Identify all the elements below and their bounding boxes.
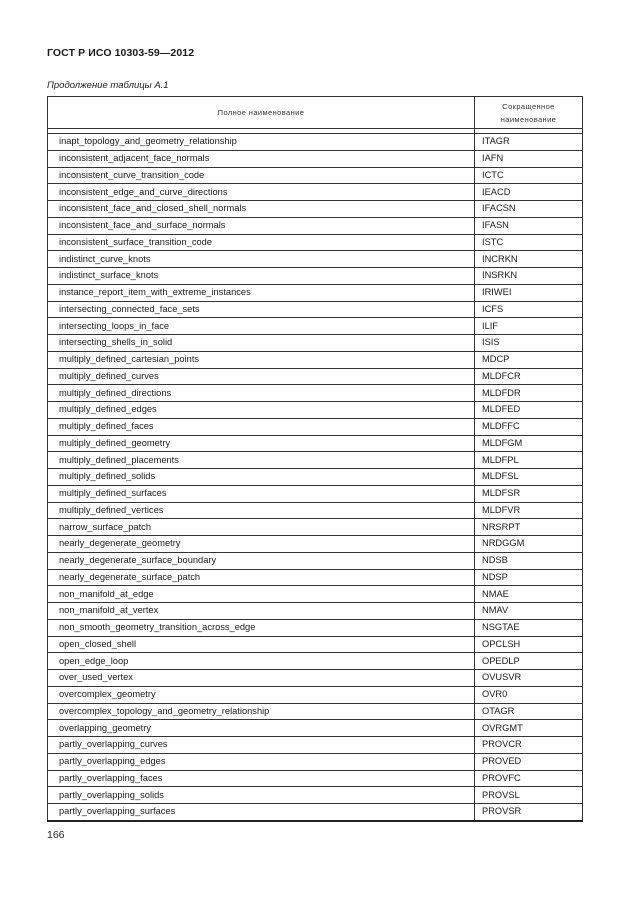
- table-row: [48, 703, 583, 720]
- abbreviation-cell: MLDFVR: [475, 502, 583, 519]
- abbreviation-cell: MLDFGM: [475, 435, 583, 452]
- abbreviation-cell: MLDFPL: [475, 452, 583, 469]
- abbreviation-cell: ISIS: [475, 335, 583, 352]
- full-name-cell: overcomplex_geometry: [48, 686, 475, 703]
- abbreviation-cell: INSRKN: [475, 268, 583, 285]
- full-name-cell: non_manifold_at_vertex: [48, 603, 475, 620]
- page-number: 166: [47, 829, 65, 841]
- abbreviation-cell: IAFN: [475, 150, 583, 167]
- abbreviation-cell: PROVSR: [475, 804, 583, 821]
- table-row: [48, 201, 583, 218]
- table-row: [48, 234, 583, 251]
- abbreviation-cell: NMAE: [475, 586, 583, 603]
- table-row: [48, 586, 583, 603]
- abbreviation-cell: NDSB: [475, 552, 583, 569]
- table-row: [48, 134, 583, 151]
- table-row: [48, 418, 583, 435]
- full-name-cell: inapt_topology_and_geometry_relationship: [48, 134, 475, 151]
- full-name-cell: multiply_defined_solids: [48, 469, 475, 486]
- full-name-cell: multiply_defined_geometry: [48, 435, 475, 452]
- full-name-cell: open_edge_loop: [48, 653, 475, 670]
- full-name-cell: nearly_degenerate_surface_boundary: [48, 552, 475, 569]
- full-name-cell: open_closed_shell: [48, 636, 475, 653]
- abbreviation-cell: IEACD: [475, 184, 583, 201]
- full-name-cell: multiply_defined_curves: [48, 368, 475, 385]
- full-name-cell: multiply_defined_cartesian_points: [48, 351, 475, 368]
- table-row: [48, 519, 583, 536]
- table-row: [48, 552, 583, 569]
- abbreviation-cell: INCRKN: [475, 251, 583, 268]
- table-row: [48, 435, 583, 452]
- full-name-cell: non_smooth_geometry_transition_across_edge: [48, 619, 475, 636]
- abbreviation-cell: OVRGMT: [475, 720, 583, 737]
- abbreviation-cell: NMAV: [475, 603, 583, 620]
- abbreviation-cell: IFASN: [475, 217, 583, 234]
- table-row: [48, 737, 583, 754]
- abbreviation-cell: OTAGR: [475, 703, 583, 720]
- full-name-cell: multiply_defined_edges: [48, 402, 475, 419]
- full-name-cell: nearly_degenerate_geometry: [48, 536, 475, 553]
- full-name-cell: indistinct_curve_knots: [48, 251, 475, 268]
- full-name-cell: multiply_defined_vertices: [48, 502, 475, 519]
- full-name-cell: nearly_degenerate_surface_patch: [48, 569, 475, 586]
- abbreviation-cell: IRIWEI: [475, 284, 583, 301]
- full-name-cell: partly_overlapping_surfaces: [48, 804, 475, 821]
- abbreviation-cell: ITAGR: [475, 134, 583, 151]
- full-name-cell: inconsistent_face_and_surface_normals: [48, 217, 475, 234]
- table-row: [48, 636, 583, 653]
- table-row: [48, 770, 583, 787]
- column-header-abbreviation-line2: наименование: [500, 114, 557, 124]
- table-row: [48, 167, 583, 184]
- table-header-row: [48, 97, 583, 129]
- abbreviation-cell: MLDFCR: [475, 368, 583, 385]
- abbreviation-cell: PROVED: [475, 753, 583, 770]
- abbreviation-cell: PROVSL: [475, 787, 583, 804]
- table-row: [48, 217, 583, 234]
- table-row: [48, 284, 583, 301]
- full-name-cell: intersecting_shells_in_solid: [48, 335, 475, 352]
- full-name-cell: partly_overlapping_edges: [48, 753, 475, 770]
- abbreviation-cell: NSGTAE: [475, 619, 583, 636]
- full-name-cell: instance_report_item_with_extreme_instances: [48, 284, 475, 301]
- full-name-cell: inconsistent_surface_transition_code: [48, 234, 475, 251]
- table-row: [48, 385, 583, 402]
- full-name-cell: multiply_defined_faces: [48, 418, 475, 435]
- table-row: [48, 603, 583, 620]
- table-row: [48, 536, 583, 553]
- full-name-cell: indistinct_surface_knots: [48, 268, 475, 285]
- abbreviation-cell: ICTC: [475, 167, 583, 184]
- table-row: [48, 686, 583, 703]
- abbreviation-cell: IFACSN: [475, 201, 583, 218]
- full-name-cell: partly_overlapping_curves: [48, 737, 475, 754]
- full-name-cell: over_used_vertex: [48, 670, 475, 687]
- table-row: [48, 351, 583, 368]
- table-row: [48, 268, 583, 285]
- table-row: [48, 804, 583, 821]
- abbreviation-cell: PROVCR: [475, 737, 583, 754]
- full-name-cell: multiply_defined_surfaces: [48, 485, 475, 502]
- abbreviation-cell: NDSP: [475, 569, 583, 586]
- full-name-cell: multiply_defined_directions: [48, 385, 475, 402]
- abbreviation-cell: MLDFSL: [475, 469, 583, 486]
- abbreviation-cell: OVUSVR: [475, 670, 583, 687]
- table-row: [48, 502, 583, 519]
- column-header-full-name: Полное наименование: [48, 97, 475, 129]
- full-name-cell: partly_overlapping_solids: [48, 787, 475, 804]
- abbreviation-cell: OPEDLP: [475, 653, 583, 670]
- table-row: [48, 670, 583, 687]
- abbreviation-cell: PROVFC: [475, 770, 583, 787]
- full-name-cell: overcomplex_topology_and_geometry_relationship: [48, 703, 475, 720]
- table-row: [48, 619, 583, 636]
- table-row: [48, 301, 583, 318]
- full-name-cell: inconsistent_edge_and_curve_directions: [48, 184, 475, 201]
- table-row: [48, 251, 583, 268]
- abbreviations-table: [47, 96, 583, 822]
- table-row: [48, 787, 583, 804]
- table-row: [48, 368, 583, 385]
- table-row: [48, 653, 583, 670]
- full-name-cell: intersecting_connected_face_sets: [48, 301, 475, 318]
- abbreviation-cell: MLDFED: [475, 402, 583, 419]
- table-caption: Продолжение таблицы А.1: [47, 80, 169, 91]
- table-row: [48, 469, 583, 486]
- full-name-cell: inconsistent_face_and_closed_shell_normals: [48, 201, 475, 218]
- abbreviation-cell: MLDFFC: [475, 418, 583, 435]
- document-header: ГОСТ Р ИСО 10303-59—2012: [47, 47, 195, 59]
- full-name-cell: narrow_surface_patch: [48, 519, 475, 536]
- full-name-cell: non_manifold_at_edge: [48, 586, 475, 603]
- abbreviation-cell: MLDFSR: [475, 485, 583, 502]
- abbreviation-cell: OPCLSH: [475, 636, 583, 653]
- abbreviation-cell: ICFS: [475, 301, 583, 318]
- table-body: [48, 129, 583, 821]
- abbreviation-cell: NRDGGM: [475, 536, 583, 553]
- full-name-cell: intersecting_loops_in_face: [48, 318, 475, 335]
- abbreviation-cell: MDCP: [475, 351, 583, 368]
- column-header-abbreviation: [475, 97, 583, 129]
- full-name-cell: multiply_defined_placements: [48, 452, 475, 469]
- table-row: [48, 720, 583, 737]
- column-header-abbreviation-line1: Сокращенное: [502, 101, 555, 111]
- table-row: [48, 150, 583, 167]
- abbreviation-cell: MLDFDR: [475, 385, 583, 402]
- full-name-cell: inconsistent_curve_transition_code: [48, 167, 475, 184]
- full-name-cell: overlapping_geometry: [48, 720, 475, 737]
- abbreviation-cell: NRSRPT: [475, 519, 583, 536]
- table-row: [48, 753, 583, 770]
- abbreviation-cell: OVR0: [475, 686, 583, 703]
- table-row: [48, 318, 583, 335]
- abbreviation-cell: ISTC: [475, 234, 583, 251]
- full-name-cell: inconsistent_adjacent_face_normals: [48, 150, 475, 167]
- table-row: [48, 569, 583, 586]
- table-row: [48, 184, 583, 201]
- table-row: [48, 402, 583, 419]
- full-name-cell: partly_overlapping_faces: [48, 770, 475, 787]
- table-row: [48, 452, 583, 469]
- table-row: [48, 335, 583, 352]
- abbreviation-cell: ILIF: [475, 318, 583, 335]
- table-row: [48, 485, 583, 502]
